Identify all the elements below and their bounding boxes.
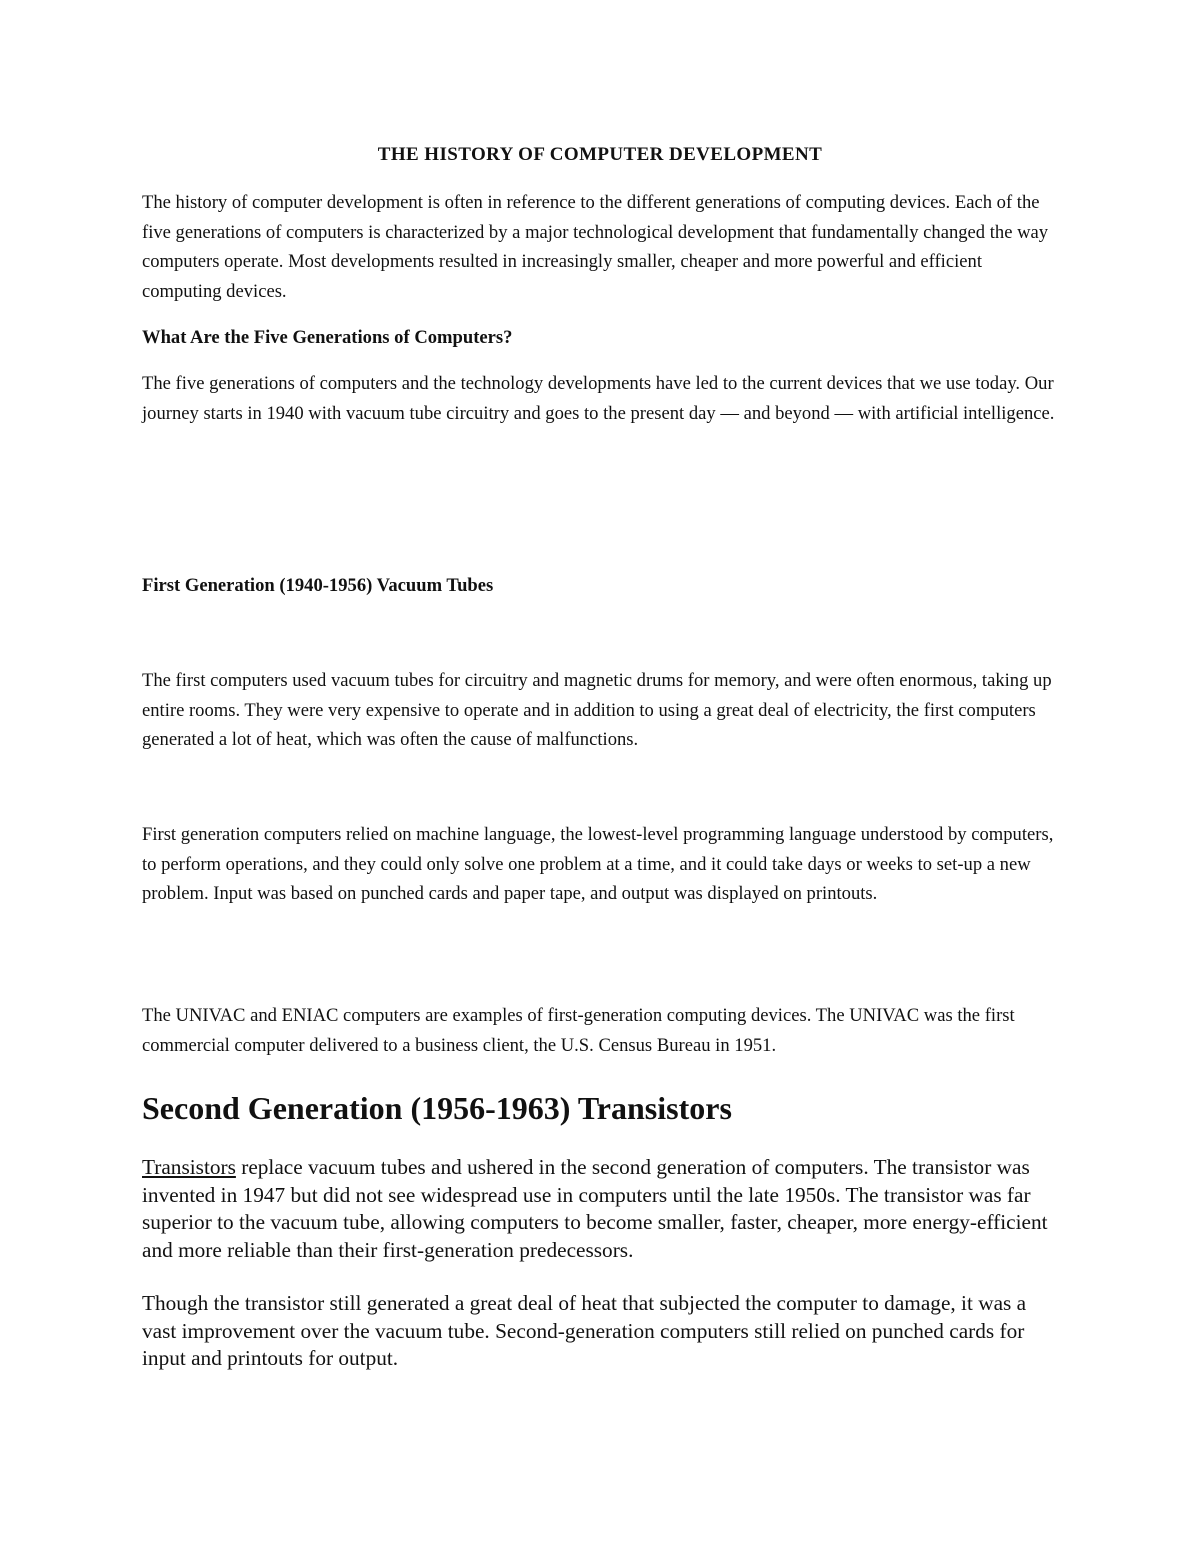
first-generation-paragraph-1: The first computers used vacuum tubes for circuitry and magnetic drums for memory, and were often enormous, taking up entire rooms. They were very expensive to operate and in addition to using a great deal of electricity, the first computers generated a lot of heat, which was often the cause of malfunctions. (142, 670, 1052, 750)
second-generation-paragraph-2: Though the transistor still generated a great deal of heat that subjected the computer to damage, it was a vast improvement over the vacuum tube. Second-generation computers still relied on punched cards for input and printouts for output. (142, 1291, 1027, 1370)
first-generation-heading: First Generation (1940-1956) Vacuum Tubes (142, 575, 494, 596)
first-generation-paragraph-2: First generation computers relied on machine language, the lowest-level programming language understood by computers, to perform operations, and they could only solve one problem at a time, and it could take days or weeks to set-up a new problem. Input was based on punched cards and paper tape, and output was displayed on printouts. (142, 824, 1054, 904)
second-generation-paragraph-1-text: replace vacuum tubes and ushered in the second generation of computers. The transistor was invented in 1947 but did not see widespread use in computers until the late 1950s. The transistor was far superior to the vacuum tube, allowing computers to become smaller, faster, cheaper, more energy-efficient and more reliable than their first-generation predecessors. (142, 1155, 1048, 1262)
transistors-link[interactable]: Transistors (142, 1155, 236, 1179)
second-generation-heading: Second Generation (1956-1963) Transistors (142, 1090, 732, 1126)
second-generation-paragraph-1 (142, 1154, 1060, 1264)
document-title: THE HISTORY OF COMPUTER DEVELOPMENT (377, 144, 823, 165)
five-generations-heading: What Are the Five Generations of Computers? (142, 327, 513, 348)
five-generations-paragraph: The five generations of computers and the technology developments have led to the current devices that we use today. Our journey starts in 1940 with vacuum tube circuitry and goes to the present day — and beyond — with artificial intelligence. (142, 373, 1055, 424)
intro-paragraph: The history of computer development is often in reference to the different generations of computing devices. Each of the five generations of computers is characterized by a major technological development that fundamentally changed the way computers operate. Most developments resulted in increasingly smaller, cheaper and more powerful and efficient computing devices. (142, 192, 1049, 302)
first-generation-paragraph-3: The UNIVAC and ENIAC computers are examples of first-generation computing devices. The UNIVAC was the first commercial computer delivered to a business client, the U.S. Census Bureau in 1951. (142, 1005, 1015, 1056)
